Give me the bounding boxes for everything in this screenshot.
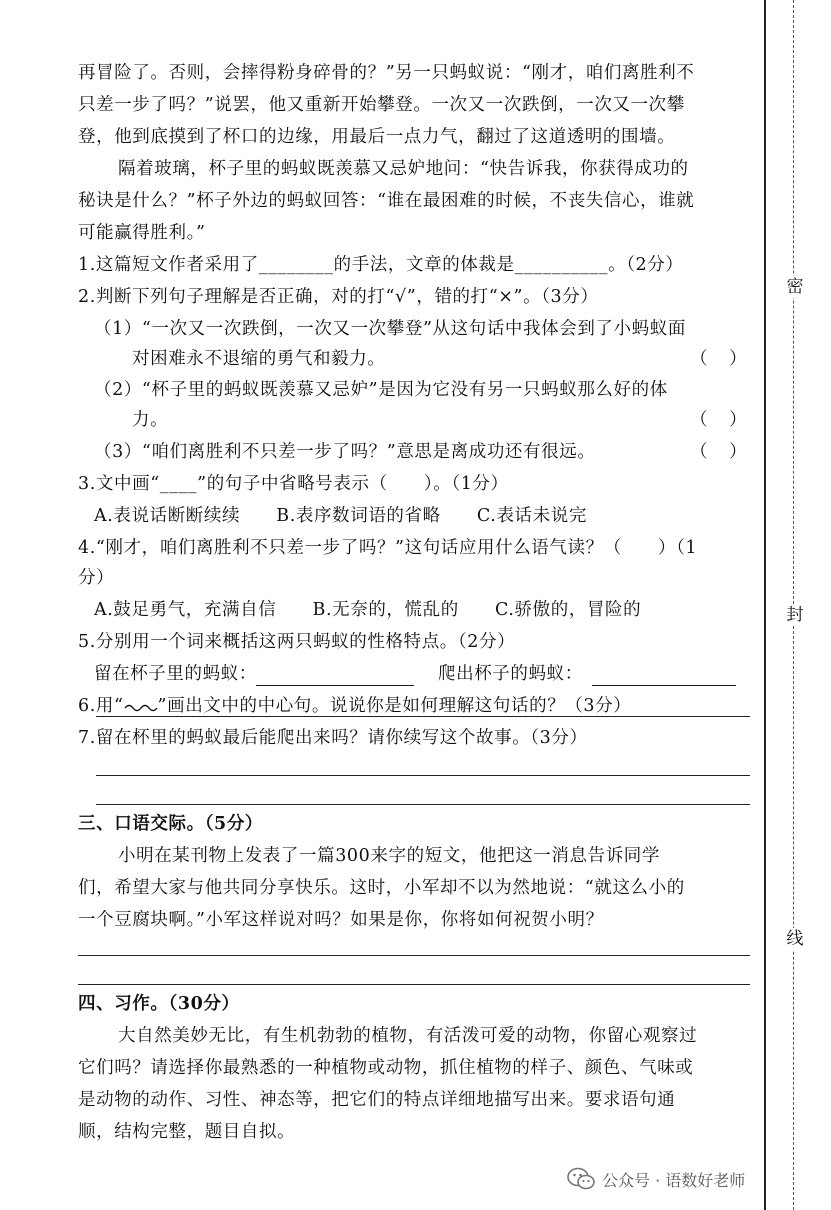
question-5-label-b: 爬出杯子的蚂蚁： <box>438 664 583 684</box>
question-4-options: A.鼓足勇气，充满自信 B.无奈的，慌乱的 C.骄傲的，冒险的 <box>94 600 642 620</box>
question-2-item-2-cont: 力。 <box>132 410 169 430</box>
answer-line[interactable] <box>96 716 750 717</box>
wavy-underline-icon <box>124 703 158 713</box>
question-7: 7.留在杯里的蚂蚁最后能爬出来吗？请你续写这个故事。（3分） <box>78 728 588 748</box>
passage-line: 登，他到底摸到了杯口的边缘，用最后一点力气，翻过了这道透明的围墙。 <box>78 127 676 147</box>
passage-line: 只差一步了吗？”说罢，他又重新开始攀登。一次又一次跌倒，一次又一次攀 <box>78 95 685 115</box>
question-6-suffix: ”画出文中的中心句。说说你是如何理解这句话的？（3分） <box>157 696 632 716</box>
question-4: 4.“刚才，咱们离胜利不只差一步了吗？”这句话应用什么语气读？（ ）（1 <box>78 538 698 558</box>
seal-char-feng: 封 <box>784 604 806 626</box>
section-3-line: 小明在某刊物上发表了一篇300来字的短文，他把这一消息告诉同学 <box>118 846 660 866</box>
section-3-line: 们，希望大家与他共同分享快乐。这时，小军却不以为然地说：“就这么小的 <box>78 878 685 898</box>
passage-line: 可能赢得胜利。” <box>78 223 206 243</box>
answer-paren[interactable]: （ ） <box>690 349 747 369</box>
answer-blank[interactable] <box>256 685 414 686</box>
wechat-icon <box>566 1166 596 1192</box>
passage-line: 隔着玻璃，杯子里的蚂蚁既羡慕又忌妒地问：“快告诉我，你获得成功的 <box>118 159 689 179</box>
answer-line[interactable] <box>96 804 750 805</box>
question-6 <box>78 695 750 717</box>
question-2: 2.判断下列句子理解是否正确，对的打“√”，错的打“×”。（3分） <box>78 287 599 307</box>
watermark <box>566 1164 745 1194</box>
seal-char-xian: 线 <box>784 928 806 950</box>
answer-line[interactable] <box>78 984 750 985</box>
passage-line: 秘诀是什么？”杯子外边的蚂蚁回答：“谁在最困难的时候，不丧失信心，谁就 <box>78 191 695 211</box>
answer-paren[interactable]: （ ） <box>690 410 747 430</box>
seal-char-mi: 密 <box>784 276 806 298</box>
question-5-label-a: 留在杯子里的蚂蚁： <box>94 664 257 684</box>
section-4-line: 它们吗？请选择你最熟悉的一种植物或动物，抓住植物的样子、颜色、气味或 <box>78 1058 694 1078</box>
passage-line: 再冒险了。否则，会摔得粉身碎骨的？”另一只蚂蚁说：“刚才，咱们离胜利不 <box>78 63 695 83</box>
binding-line <box>764 0 766 1210</box>
answer-line[interactable] <box>78 955 750 956</box>
question-4-cont: 分） <box>78 568 115 588</box>
question-2-item-1-cont: 对困难永不退缩的勇气和毅力。 <box>132 349 386 369</box>
question-6-prefix: 6.用“ <box>78 696 124 716</box>
section-4-title: 四、习作。（30分） <box>78 994 240 1014</box>
section-4-line: 是动物的动作、习性、神态等，把它们的特点详细地描写出来。要求语句通 <box>78 1090 676 1110</box>
question-3-options: A.表说话断断续续 B.表序数词语的省略 C.表话未说完 <box>94 506 587 526</box>
answer-paren[interactable]: （ ） <box>690 442 747 462</box>
question-2-item-1: （1）“一次又一次跌倒，一次又一次攀登”从这句话中我体会到了小蚂蚁面 <box>94 319 686 339</box>
section-3-line: 一个豆腐块啊。”小军这样说对吗？如果是你，你将如何祝贺小明？ <box>78 910 604 930</box>
question-2-item-3: （3）“咱们离胜利不只差一步了吗？”意思是离成功还有很远。 <box>94 442 596 462</box>
section-3-title: 三、口语交际。（5分） <box>78 814 264 834</box>
answer-blank[interactable] <box>592 685 736 686</box>
answer-line[interactable] <box>96 775 750 776</box>
section-4-line: 大自然美妙无比，有生机勃勃的植物，有活泼可爱的动物，你留心观察过 <box>118 1026 698 1046</box>
question-5: 5.分别用一个词来概括这两只蚂蚁的性格特点。（2分） <box>78 632 516 652</box>
question-1: 1.这篇短文作者采用了________的手法，文章的体裁是__________。（2分） <box>78 255 684 275</box>
question-2-item-2: （2）“杯子里的蚂蚁既羡慕又忌妒”是因为它没有另一只蚂蚁那么好的体 <box>94 380 668 400</box>
watermark-text: 公众号 · 语数好老师 <box>602 1170 746 1190</box>
question-3: 3.文中画“____”的句子中省略号表示（ ）。（1分） <box>78 474 509 494</box>
section-4-line: 顺，结构完整，题目自拟。 <box>78 1122 296 1142</box>
